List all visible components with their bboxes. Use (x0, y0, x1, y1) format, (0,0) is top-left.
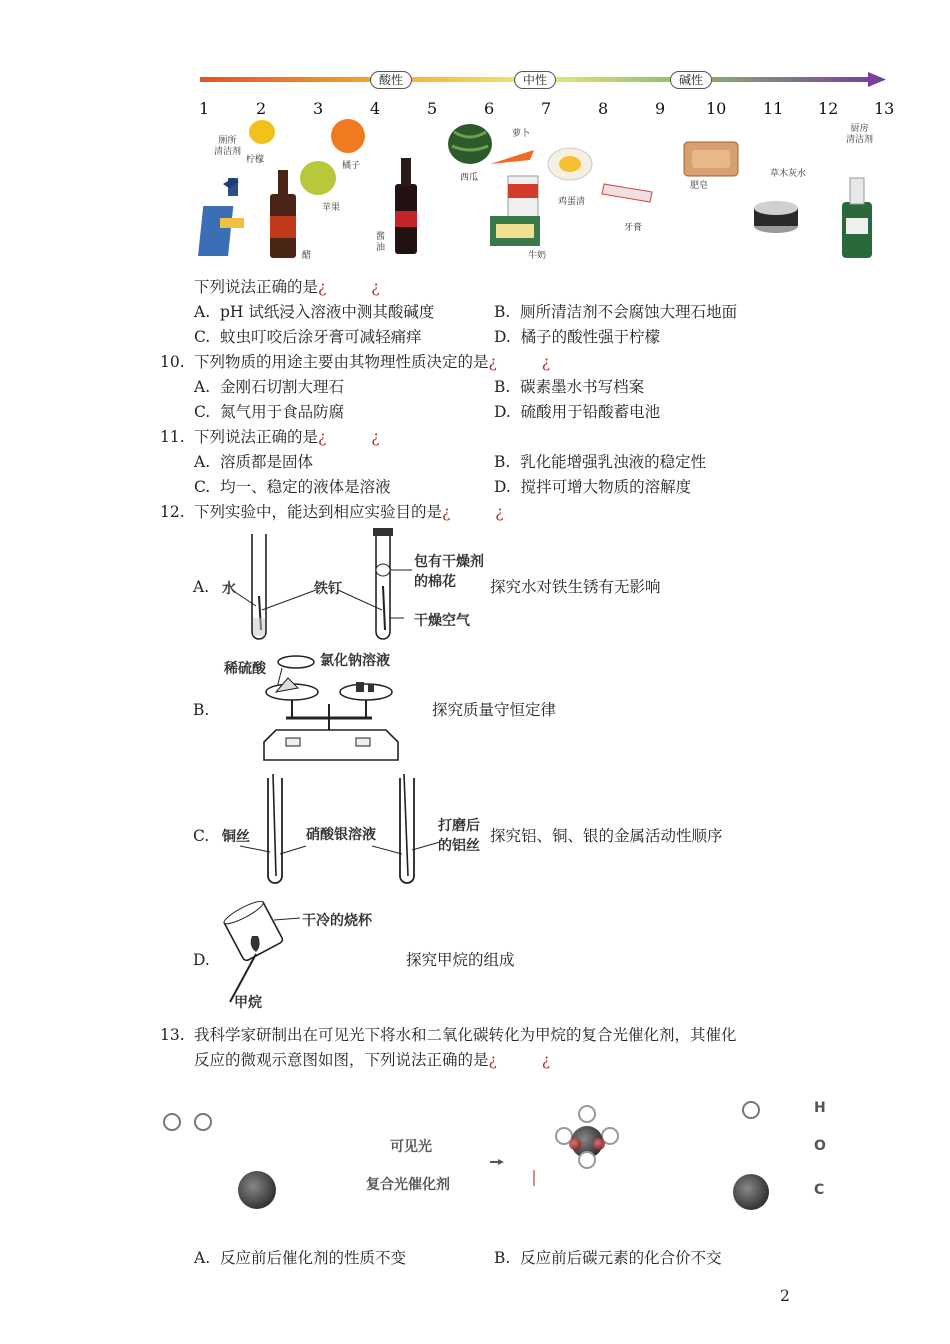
q9-option-a[interactable]: A. pH 试纸浸入溶液中测其酸碱度 (194, 303, 435, 321)
ph-number: 3 (313, 99, 324, 118)
q12-option-c[interactable] (190, 772, 790, 890)
q9-option-a-text: pH 试纸浸入溶液中测其酸碱度 (219, 303, 435, 321)
ph-number: 11 (763, 99, 784, 118)
acid-badge: 酸性 (370, 71, 412, 89)
label-lemon: 柠檬 (246, 155, 265, 165)
ph-number: 13 (874, 99, 895, 118)
q11-option-c[interactable]: C. 均一、稳定的液体是溶液 (194, 478, 391, 496)
ph-number: 1 (199, 99, 210, 118)
label-carrot: 萝卜 (512, 129, 531, 139)
q11-number: 11. (160, 428, 185, 446)
label-dilute-sulfuric: 稀硫酸 (224, 661, 266, 677)
q9-option-b[interactable]: B. 厕所清洁剂不会腐蚀大理石地面 (494, 303, 738, 321)
base-badge: 碱性 (670, 71, 712, 89)
q13-option-b[interactable]: B. 反应前后碳元素的化合价不交 (494, 1249, 722, 1267)
q11-option-c-text: 均一、稳定的液体是溶液 (220, 478, 391, 496)
ph-products-illustration (190, 66, 900, 262)
q12-option-c-text: 探究铝、铜、银的金属活动性顺序 (490, 827, 723, 845)
ph-number: 4 (370, 99, 381, 118)
q12-option-b[interactable] (190, 648, 750, 768)
ph-number: 8 (598, 99, 609, 118)
label-milk: 牛奶 (528, 251, 547, 261)
q12-option-a-letter: A. (193, 578, 210, 596)
q9-option-c-text: 蚊虫叮咬后涂牙膏可减轻痛痒 (220, 328, 422, 346)
q10-option-c-text: 氮气用于食品防腐 (220, 403, 345, 421)
ph-number: 9 (655, 99, 666, 118)
label-dry-cold-beaker: 干冷的烧杯 (302, 913, 372, 929)
reaction-molecules (150, 1090, 850, 1220)
label-ash-water: 草木灰水 (770, 169, 807, 179)
label-desiccant-cotton: 包有干燥剂 的棉花 (414, 554, 484, 590)
toilet-cleaner-bottle (198, 178, 244, 256)
q11-option-d-text: 搅拌可增大物质的溶解度 (520, 478, 692, 496)
q10-option-a-text: 金刚石切割大理石 (219, 378, 344, 396)
q13-stem-text-2: 反应的微观示意图如图，下列说法正确的是 (194, 1051, 489, 1069)
q12-number: 12. (160, 503, 185, 521)
label-water: 水 (222, 581, 236, 597)
label-silver-nitrate: 硝酸银溶液 (306, 827, 376, 843)
label-vinegar: 醋 (302, 251, 312, 261)
label-kitchen-cleaner: 厨房 清洁剂 (846, 124, 874, 145)
label-egg-white: 鸡蛋清 (558, 197, 586, 207)
q9-stem-text: 下列说法正确的是 (194, 278, 319, 296)
label-polished-aluminum: 打磨后 的铝丝 (438, 818, 480, 854)
q12-option-d-text: 探究甲烷的组成 (406, 951, 515, 969)
label-nacl-solution: 氯化钠溶液 (320, 653, 390, 669)
q10-option-d[interactable]: D. 硫酸用于铅酸蓄电池 (494, 403, 661, 421)
q13-number: 13. (160, 1026, 185, 1044)
legend-h: H (814, 1100, 826, 1116)
label-iron-nail: 铁钉 (314, 581, 342, 597)
q13-stem-line1 (160, 1025, 737, 1045)
neutral-badge: 中性 (514, 71, 556, 89)
ph-scale-figure (190, 66, 900, 262)
legend-c: C (814, 1182, 825, 1198)
q10-option-b[interactable]: B. 碳素墨水书写档案 (494, 378, 645, 396)
q9-option-d[interactable]: D. 橘子的酸性强于柠檬 (494, 328, 661, 346)
ph-number: 2 (256, 99, 267, 118)
q9-option-b-text: 厕所清洁剂不会腐蚀大理石地面 (520, 303, 738, 321)
q12-option-c-letter: C. (193, 827, 210, 845)
q13-option-b-text: 反应前后碳元素的化合价不交 (520, 1249, 722, 1267)
ph-number: 5 (427, 99, 438, 118)
q9-option-d-text: 橘子的酸性强于柠檬 (520, 328, 661, 346)
q11-option-d[interactable]: D. 搅拌可增大物质的溶解度 (494, 478, 692, 496)
legend-o: O (814, 1138, 826, 1154)
label-methane: 甲烷 (234, 995, 262, 1011)
label-toothpaste: 牙膏 (624, 223, 643, 233)
q10-number: 10. (160, 353, 185, 371)
q11-option-a[interactable]: A. 溶质都是固体 (194, 453, 313, 471)
q12-answer-mark: ¿ ¿ (442, 503, 524, 521)
q12-option-d-letter: D. (193, 951, 210, 969)
q9-stem (194, 277, 400, 297)
q13-stem-text-1: 我科学家研制出在可见光下将水和二氧化碳转化为甲烷的复合光催化剂，其催化 (194, 1026, 737, 1044)
q13-stem-line2 (194, 1050, 570, 1070)
condition-visible-light: 可见光 (390, 1139, 432, 1155)
label-soap: 肥皂 (690, 181, 709, 191)
label-orange: 橘子 (342, 161, 361, 171)
q11-answer-mark: ¿ ¿ (318, 428, 400, 446)
q10-answer-mark: ¿ ¿ (488, 353, 571, 371)
q10-option-a[interactable]: A. 金刚石切割大理石 (194, 378, 344, 396)
q9-answer-mark: ¿ ¿ (318, 278, 400, 296)
q10-stem (160, 352, 570, 372)
q12-option-a-text: 探究水对铁生锈有无影响 (490, 578, 661, 596)
q11-option-b[interactable]: B. 乳化能增强乳浊液的稳定性 (494, 453, 707, 471)
label-apple: 苹果 (322, 203, 341, 213)
q12-option-b-letter: B. (193, 701, 210, 719)
q10-option-b-text: 碳素墨水书写档案 (520, 378, 645, 396)
q11-option-a-text: 溶质都是固体 (219, 453, 313, 471)
q12-option-d[interactable] (190, 896, 750, 1014)
q10-option-c[interactable]: C. 氮气用于食品防腐 (194, 403, 345, 421)
q11-option-b-text: 乳化能增强乳浊液的稳定性 (520, 453, 707, 471)
label-toilet-cleaner: 厕所 清洁剂 (214, 136, 242, 157)
q12-stem-text: 下列实验中，能达到相应实验目的是 (194, 503, 443, 521)
ph-number: 10 (706, 99, 727, 118)
label-watermelon: 西瓜 (460, 173, 479, 183)
label-dry-air: 干燥空气 (414, 613, 470, 629)
q9-option-c[interactable]: C. 蚊虫叮咬后涂牙膏可减轻痛痒 (194, 328, 422, 346)
q13-option-a[interactable]: A. 反应前后催化剂的性质不变 (194, 1249, 406, 1267)
q10-option-d-text: 硫酸用于铅酸蓄电池 (520, 403, 661, 421)
label-copper-wire: 铜丝 (222, 829, 250, 845)
ph-number: 6 (484, 99, 495, 118)
ph-number: 7 (541, 99, 552, 118)
label-soy: 酱 油 (376, 232, 386, 253)
q13-option-a-text: 反应前后催化剂的性质不变 (219, 1249, 406, 1267)
q12-option-b-text: 探究质量守恒定律 (432, 701, 557, 719)
q10-stem-text: 下列物质的用途主要由其物理性质决定的是 (194, 353, 489, 371)
page-number: 2 (780, 1287, 790, 1305)
q11-stem-text: 下列说法正确的是 (194, 428, 319, 446)
condition-catalyst: 复合光催化剂 (366, 1177, 450, 1193)
ph-number: 12 (818, 99, 839, 118)
q13-answer-mark: ¿ ¿ (488, 1051, 571, 1069)
q12-option-a[interactable] (190, 526, 750, 644)
q12-stem (160, 502, 524, 522)
q11-stem (160, 427, 400, 447)
q13-reaction-diagram (150, 1090, 850, 1220)
